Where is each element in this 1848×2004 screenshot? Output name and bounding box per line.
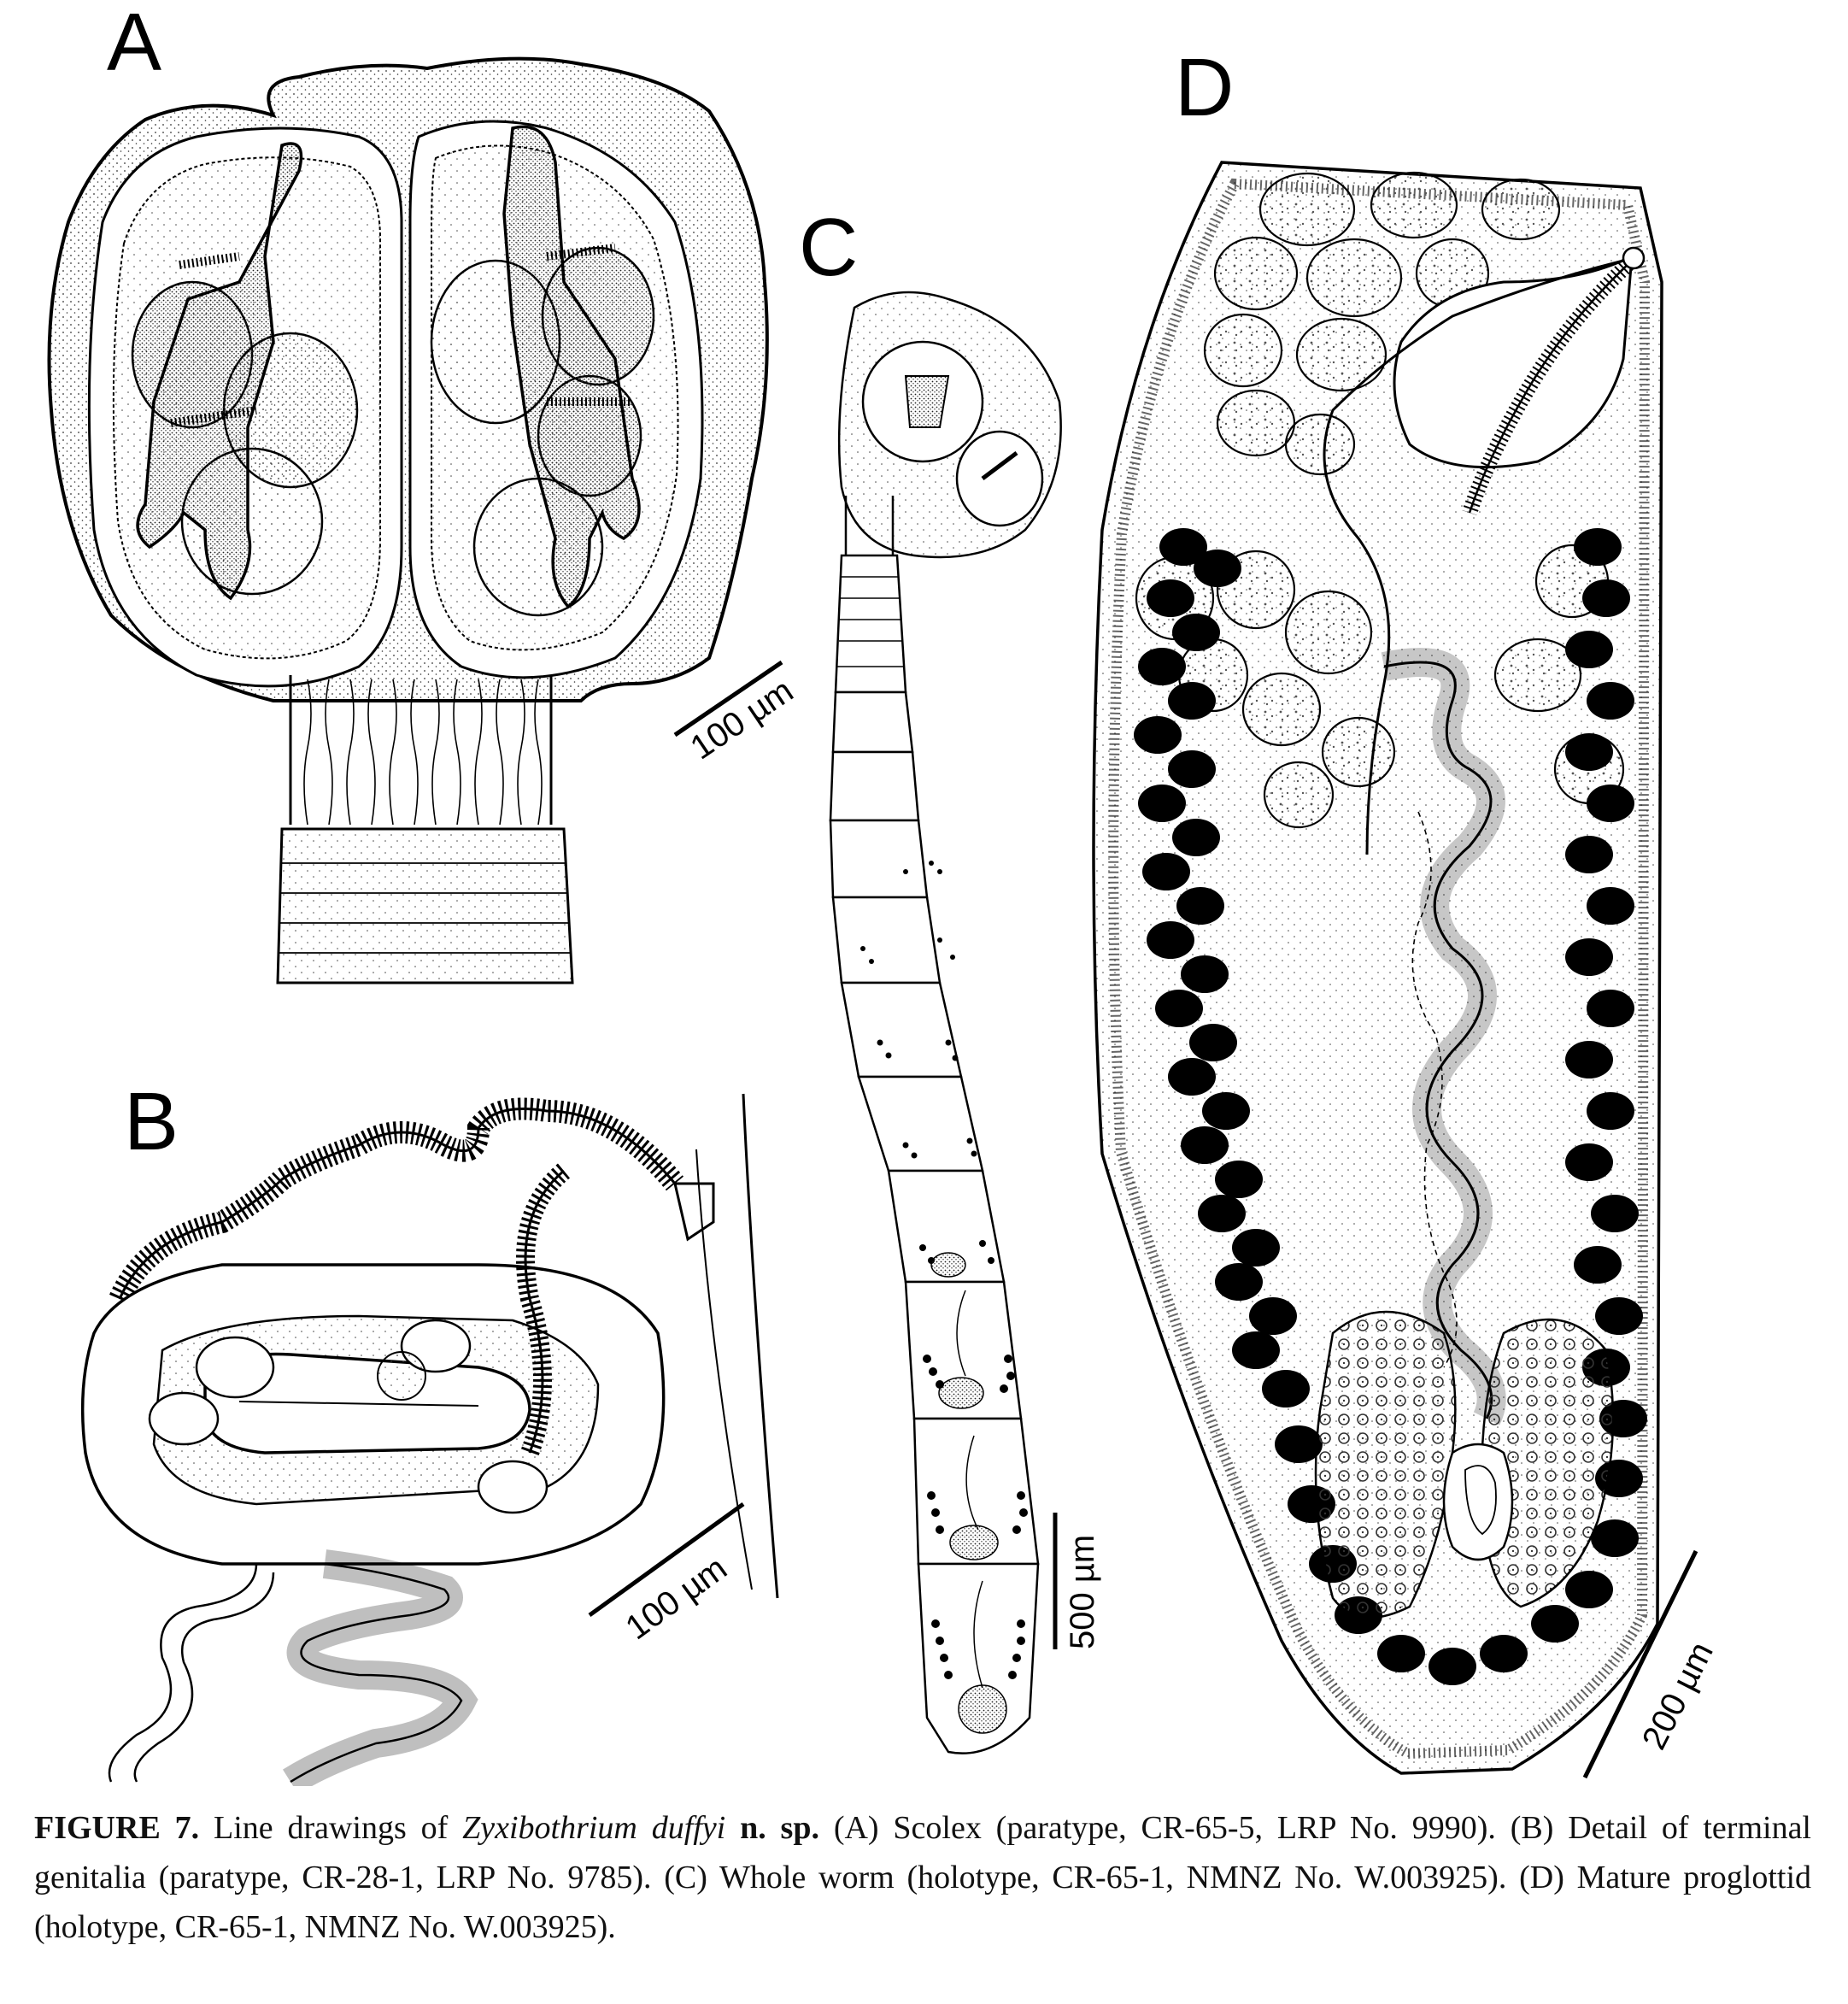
panel-d bbox=[1094, 42, 1721, 1778]
panel-a-label: A bbox=[107, 0, 162, 88]
panel-d-label: D bbox=[1175, 42, 1235, 133]
figure-label: FIGURE 7. bbox=[34, 1810, 200, 1846]
panel-a-drawing bbox=[50, 59, 767, 983]
panel-c-label: C bbox=[799, 202, 859, 293]
panel-d-scale-label: 200 µm bbox=[1634, 1636, 1721, 1756]
figure-caption bbox=[34, 1803, 1811, 1952]
panel-a bbox=[50, 0, 801, 983]
panel-b bbox=[83, 1076, 777, 1782]
panel-c-drawing bbox=[830, 292, 1061, 1754]
panel-c-strobila bbox=[830, 555, 1038, 1754]
panel-a-scale-label: 100 µm bbox=[683, 671, 801, 767]
panel-c bbox=[799, 202, 1101, 1754]
panel-d-drawing bbox=[1094, 162, 1662, 1773]
panel-c-scale-label: 500 µm bbox=[1064, 1534, 1101, 1649]
species-name: Zyxibothrium duffyi bbox=[462, 1810, 726, 1846]
species-suffix: n. sp. bbox=[725, 1810, 819, 1846]
caption-body: (A) Scolex (paratype, CR-65-5, LRP No. 9990). (B) Detail of terminal genitalia (paratype, CR-28-1, LRP No. 9785). (C) Whole worm (holotype, CR-65-1, NMNZ No. W.003925). (D) Mature proglottid (holotype, CR-65-1, NMNZ No. W.003925). bbox=[34, 1810, 1811, 1945]
panel-b-scale-label: 100 µm bbox=[619, 1549, 734, 1648]
caption-lead: Line drawings of bbox=[199, 1810, 463, 1846]
panel-b-drawing bbox=[83, 1094, 777, 1782]
panel-b-label: B bbox=[124, 1076, 179, 1167]
